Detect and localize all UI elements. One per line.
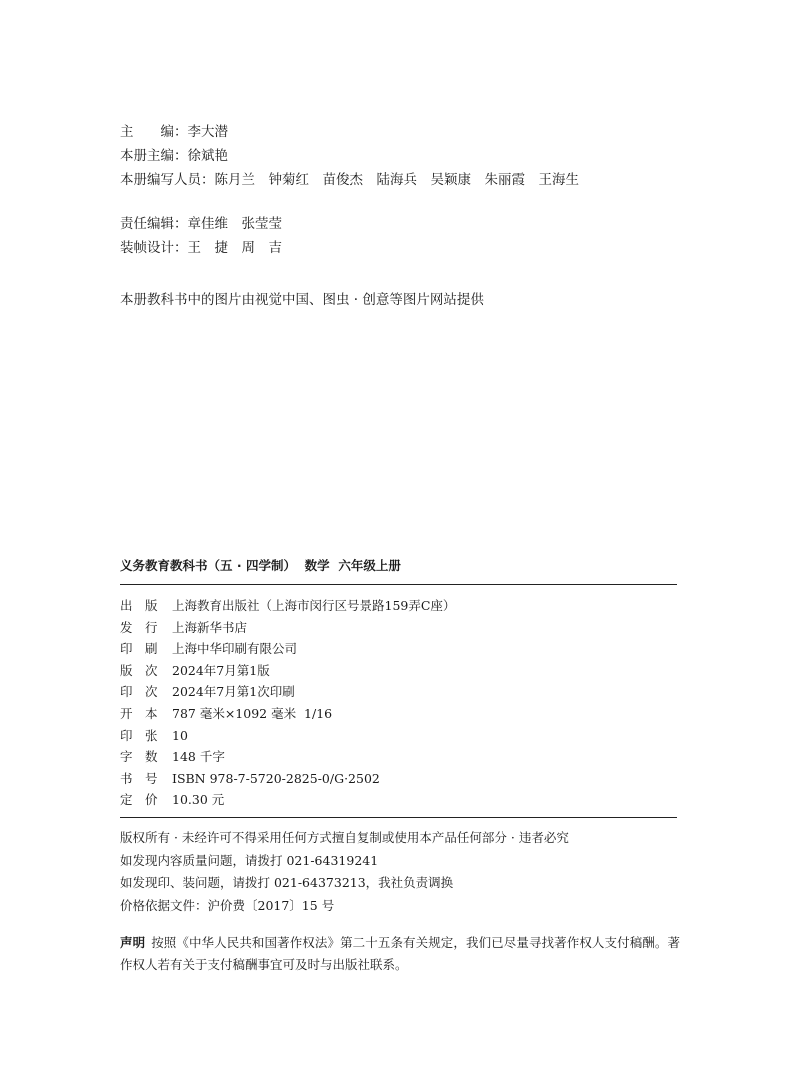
writers-list: 本册编写人员：陈月兰 钟菊红 苗俊杰 陆海兵 吴颖康 朱丽霞 王海生 xyxy=(120,172,579,188)
pubinfo-row-word-count xyxy=(120,746,455,768)
series-title: 义务教育教科书（五 · 四学制） 数学 六年级上册 xyxy=(120,558,401,573)
pubinfo-row-publisher xyxy=(120,595,455,617)
statement-block xyxy=(120,932,680,976)
pubinfo-label: 出 版 xyxy=(120,598,158,613)
pubinfo-value: 2024年7月第1次印刷 xyxy=(172,684,295,700)
quality-contact: 如发现内容质量问题，请拨打 021-64319241 xyxy=(120,852,379,868)
pubinfo-value: ISBN 978-7-5720-2825-0/G·2502 xyxy=(172,770,380,786)
binding-contact: 如发现印、装问题，请拨打 021-64373213，我社负责调换 xyxy=(120,875,454,890)
copyright-notice: 版权所有 · 未经许可不得采用任何方式擅自复制或使用本产品任何部分 · 违者必究 xyxy=(120,830,569,845)
pubinfo-value: 10 xyxy=(172,727,188,743)
pubinfo-row-distributor xyxy=(120,617,455,639)
pubinfo-label: 印 次 xyxy=(120,684,158,700)
pubinfo-row-price xyxy=(120,789,455,811)
pubinfo-label: 字 数 xyxy=(120,749,158,765)
pubinfo-label: 定 价 xyxy=(120,792,158,808)
volume-editor: 本册主编：徐斌艳 xyxy=(120,148,228,164)
credits-block xyxy=(120,120,579,260)
pubinfo-row-printing xyxy=(120,681,455,703)
pubinfo-value: 上海新华书店 xyxy=(172,619,248,635)
pubinfo-row-edition xyxy=(120,660,455,682)
pubinfo-row-printer xyxy=(120,638,455,660)
pubinfo-label: 发 行 xyxy=(120,619,158,635)
divider-bottom xyxy=(120,817,677,818)
pubinfo-value: 787 毫米×1092 毫米 1/16 xyxy=(172,705,333,721)
price-basis: 价格依据文件：沪价费〔2017〕15 号 xyxy=(120,897,335,913)
statement-text: 按照《中华人民共和国著作权法》第二十五条有关规定，我们已尽量寻找著作权人支付稿酬。著作权人若有关于支付稿酬事宜可及时与出版社联系。 xyxy=(120,935,680,972)
pubinfo-value: 148 千字 xyxy=(172,749,225,765)
rights-block xyxy=(120,827,569,917)
pubinfo-row-sheets xyxy=(120,725,455,747)
statement-label: 声明 xyxy=(120,935,146,950)
pubinfo-label: 印 刷 xyxy=(120,641,158,657)
pubinfo-value: 上海中华印刷有限公司 xyxy=(172,641,298,657)
divider-top xyxy=(120,584,677,585)
pubinfo-label: 开 本 xyxy=(120,705,158,721)
pubinfo-value: 10.30 元 xyxy=(172,792,225,808)
pubinfo-label: 版 次 xyxy=(120,662,158,678)
binding-design: 装帧设计：王 捷 周 吉 xyxy=(120,240,282,256)
responsible-editor: 责任编辑：章佳维 张莹莹 xyxy=(120,216,282,232)
pubinfo-value: 上海教育出版社（上海市闵行区号景路159弄C座） xyxy=(172,598,456,613)
pubinfo-label: 书 号 xyxy=(120,770,158,786)
photo-source-note: 本册教科书中的图片由视觉中国、图虫 · 创意等图片网站提供 xyxy=(120,292,484,308)
pubinfo-row-format xyxy=(120,703,455,725)
editor-in-chief: 主 编：李大潜 xyxy=(120,124,228,140)
publication-info xyxy=(120,595,455,811)
pubinfo-label: 印 张 xyxy=(120,727,158,743)
pubinfo-value: 2024年7月第1版 xyxy=(172,662,270,678)
pubinfo-row-isbn xyxy=(120,768,455,790)
